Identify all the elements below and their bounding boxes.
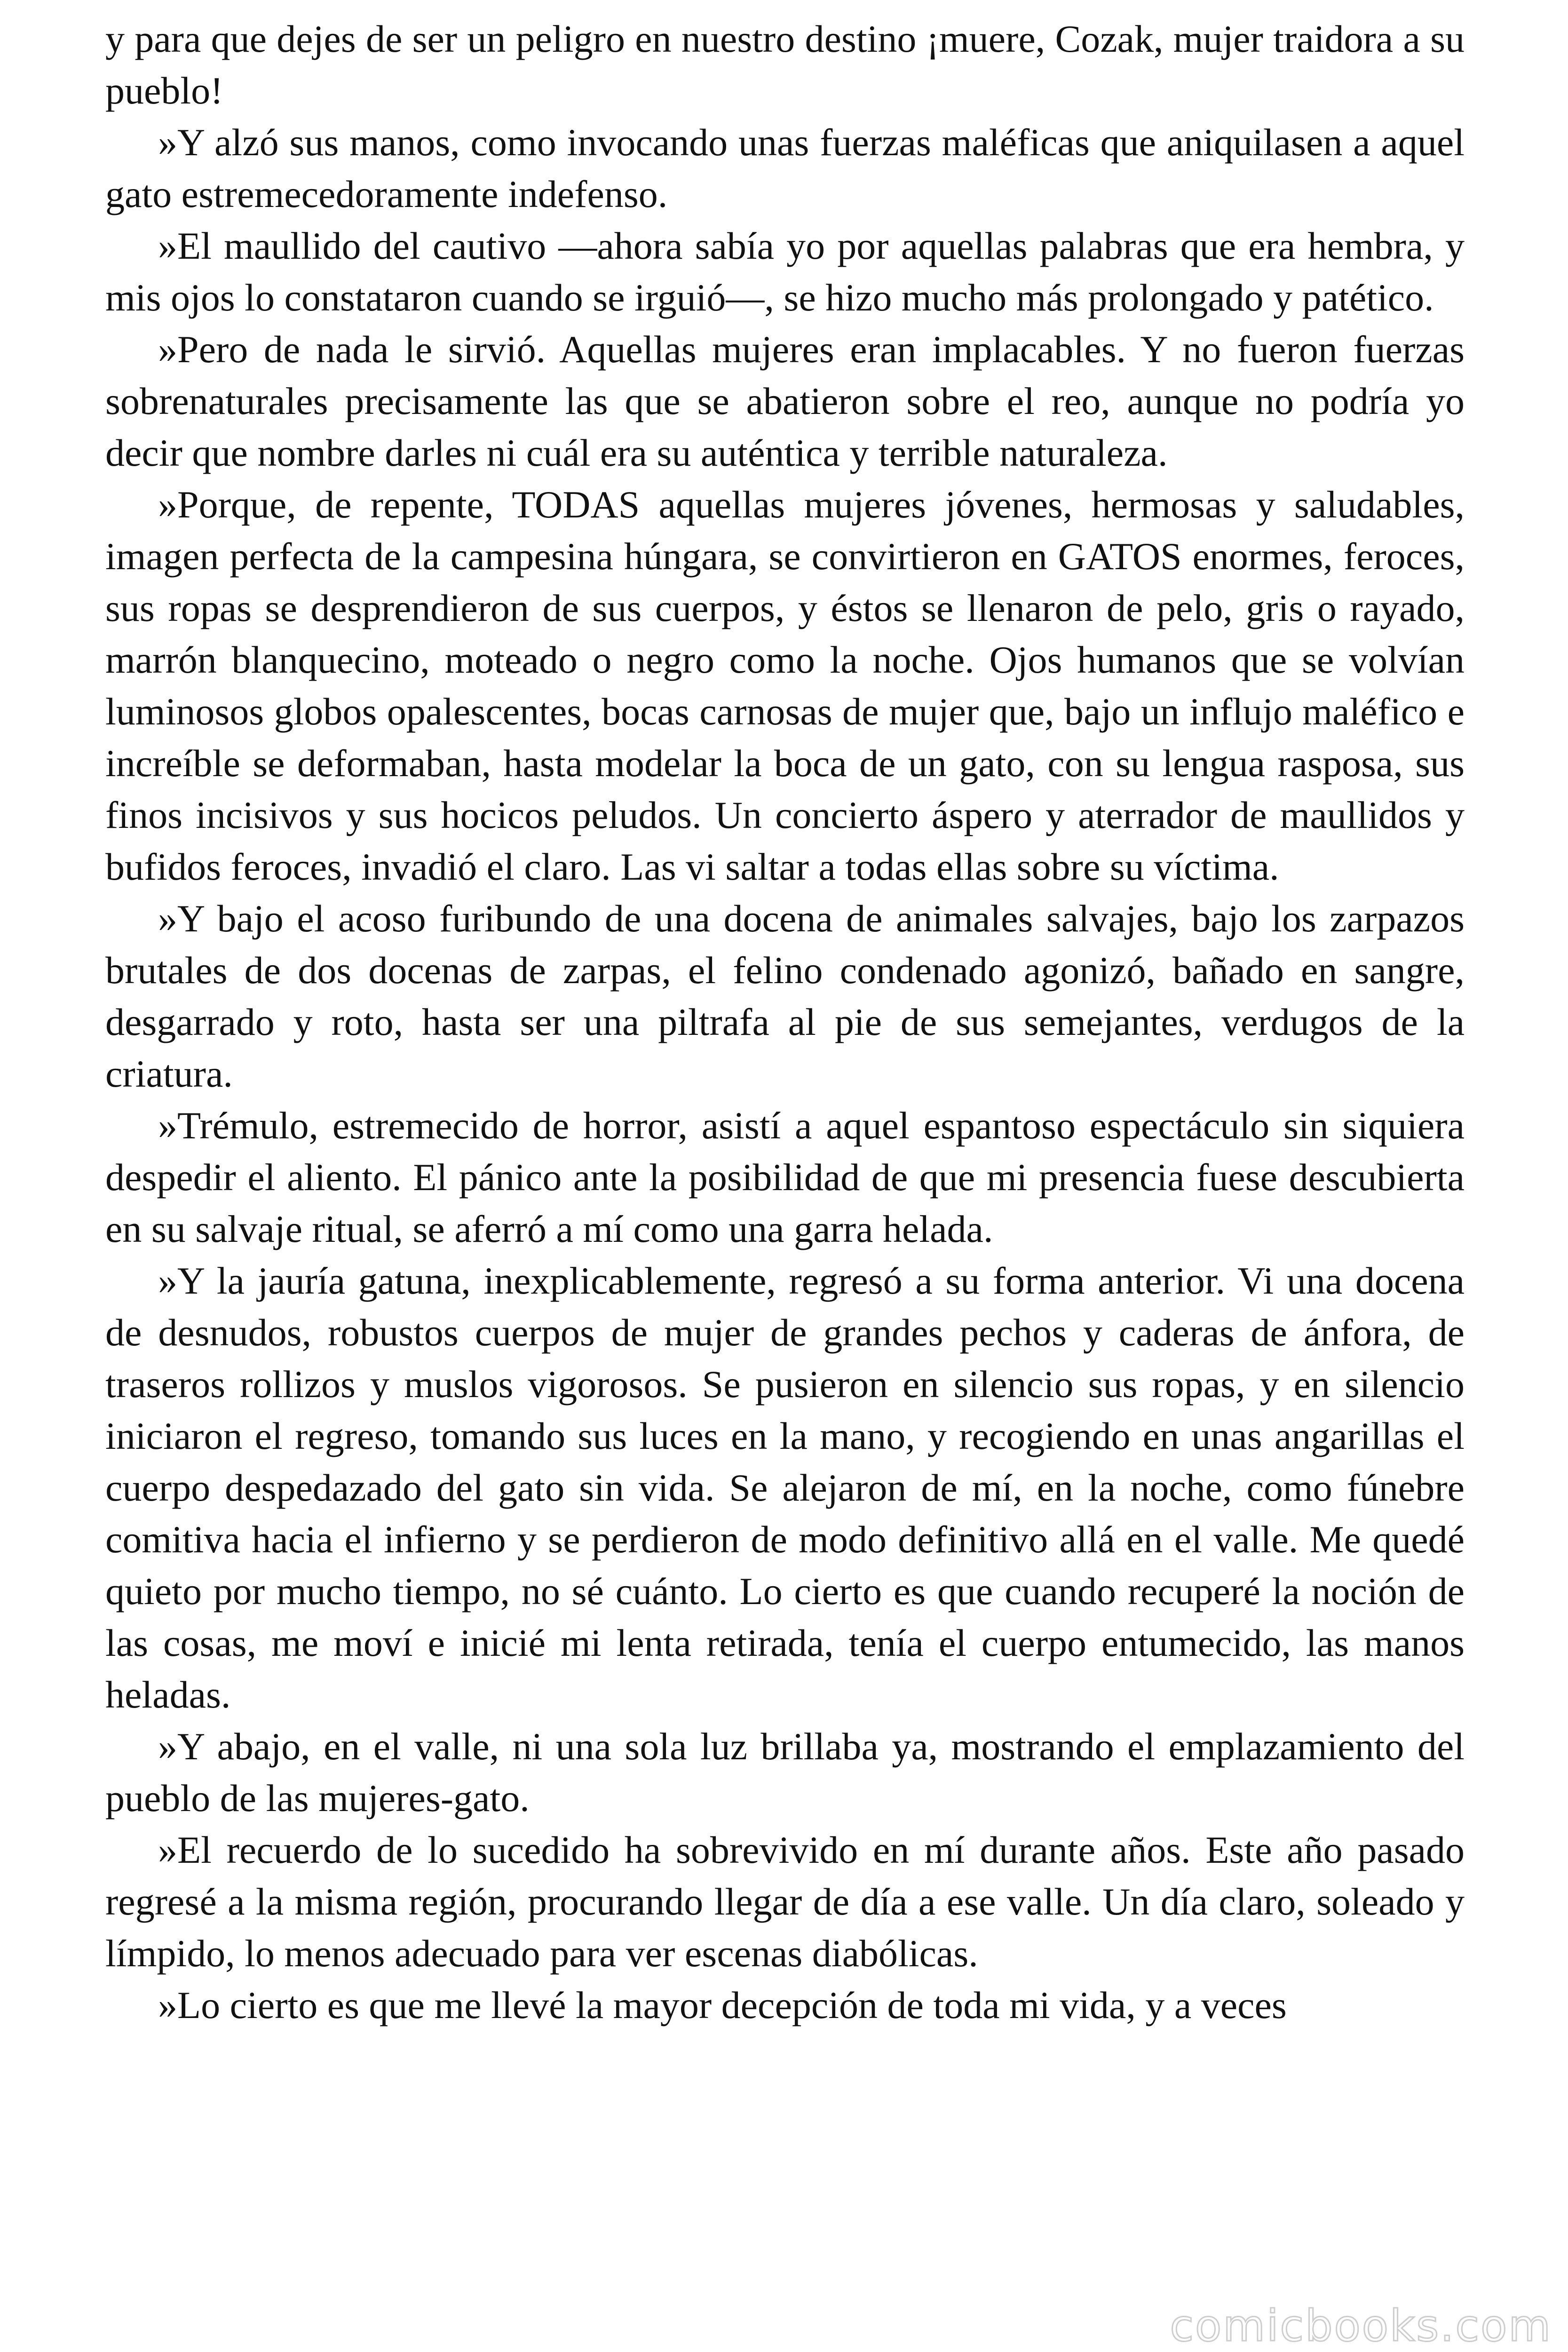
paragraph: »Y la jauría gatuna, inexplicablemente, regresó a su forma anterior. Vi una docena de desnudos, robustos cuerpos de mujer de grandes pechos y caderas de ánfora, de traseros rollizos y muslos vigorosos. Se pusieron en silencio sus ropas, y en silencio iniciaron el regreso, tomando sus luces en la mano, y recogiendo en unas angarillas el cuerpo despedazado del gato sin vida. Se alejaron de mí, en la noche, como fúnebre comitiva hacia el infierno y se perdieron de modo definitivo allá en el valle. Me quedé quieto por mucho tiempo, no sé cuánto. Lo cierto es que cuando recuperé la noción de las cosas, me moví e inicié mi lenta retirada, tenía el cuerpo entumecido, las manos heladas.: [105, 1259, 1465, 1716]
paragraph: »Y alzó sus manos, como invocando unas fuerzas maléficas que aniquilasen a aquel gato estremecedoramente indefenso.: [105, 121, 1465, 215]
paragraph: »Porque, de repente, TODAS aquellas mujeres jóvenes, hermosas y saludables, imagen perfecta de la campesina húngara, se convirtieron en GATOS enormes, feroces, sus ropas se desprendieron de sus cuerpos, y éstos se llenaron de pelo, gris o rayado, marrón blanquecino, moteado o negro como la noche. Ojos humanos que se volvían luminosos globos opalescentes, bocas carnosas de mujer que, bajo un influjo maléfico e increíble se deformaban, hasta modelar la boca de un gato, con su lengua rasposa, sus finos incisivos y sus hocicos peludos. Un concierto áspero y aterrador de maullidos y bufidos feroces, invadió el claro. Las vi saltar a todas ellas sobre su víctima.: [105, 483, 1465, 888]
paragraph: »El maullido del cautivo —ahora sabía yo por aquellas palabras que era hembra, y mis ojos lo constataron cuando se irguió—, se hizo mucho más prolongado y patético.: [105, 224, 1465, 319]
paragraph-last: »Lo cierto es que me llevé la mayor decepción de toda mi vida, y a veces: [158, 1984, 1287, 2026]
document-page: [105, 13, 1465, 2031]
paragraph: »Y bajo el acoso furibundo de una docena de animales salvajes, bajo los zarpazos brutales de dos docenas de zarpas, el felino condenado agonizó, bañado en sangre, desgarrado y roto, hasta ser una piltrafa al pie de sus semejantes, verdugos de la criatura.: [105, 897, 1465, 1095]
watermark: comicbooks.com: [1170, 2301, 1552, 2351]
paragraph: y para que dejes de ser un peligro en nuestro destino ¡muere, Cozak, mujer traidora a su pueblo!: [105, 17, 1465, 112]
paragraph: »Trémulo, estremecido de horror, asistí a aquel espantoso espectáculo sin siquiera despedir el aliento. El pánico ante la posibilidad de que mi presencia fuese descubierta en su salvaje ritual, se aferró a mí como una garra helada.: [105, 1104, 1465, 1250]
paragraph: »Y abajo, en el valle, ni una sola luz brillaba ya, mostrando el emplazamiento del pueblo de las mujeres-gato.: [105, 1725, 1465, 1820]
paragraph: »Pero de nada le sirvió. Aquellas mujeres eran implacables. Y no fueron fuerzas sobrenaturales precisamente las que se abatieron sobre el reo, aunque no podría yo decir que nombre darles ni cuál era su auténtica y terrible naturaleza.: [105, 328, 1465, 474]
paragraph: »El recuerdo de lo sucedido ha sobrevivido en mí durante años. Este año pasado regresé a la misma región, procurando llegar de día a ese valle. Un día claro, soleado y límpido, lo menos adecuado para ver escenas diabólicas.: [105, 1828, 1465, 1975]
